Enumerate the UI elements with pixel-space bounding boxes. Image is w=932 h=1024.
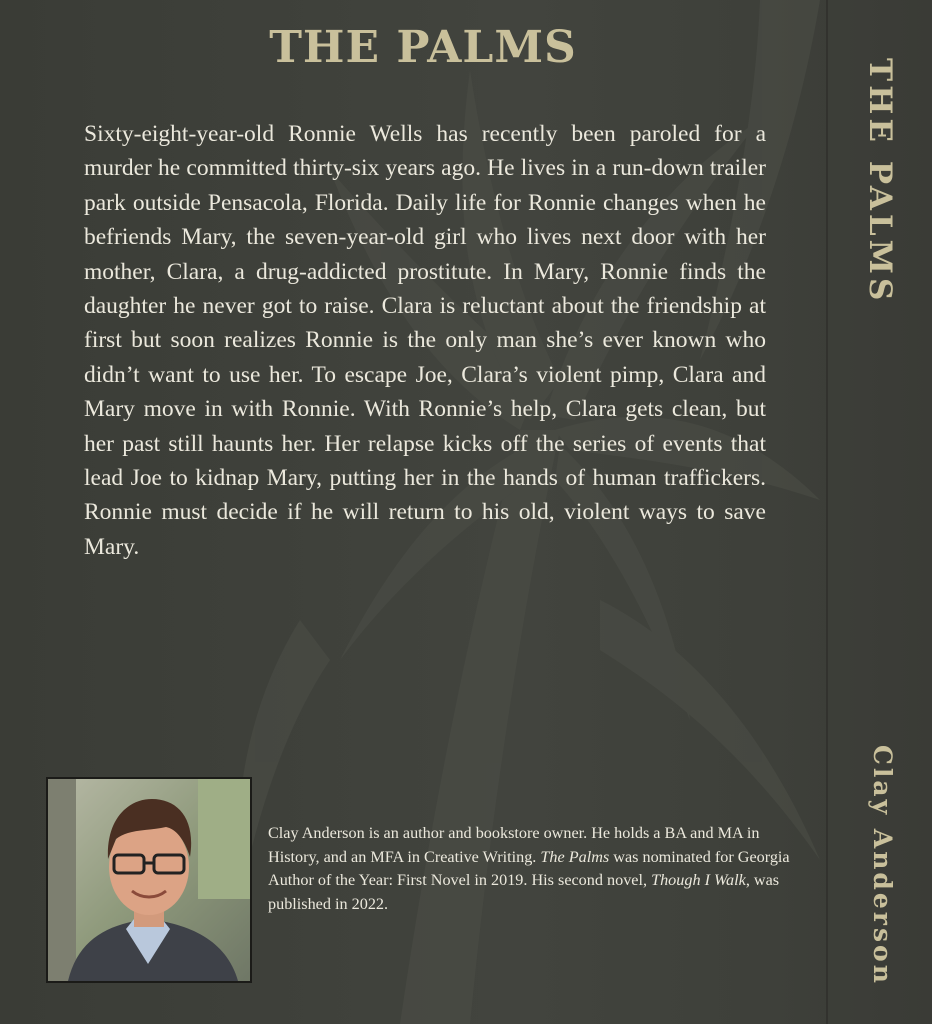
bio-text-2: was nominated for Georgia Author of the Year: First Novel in 2019. His second novel, bbox=[268, 847, 790, 890]
bio-text-3: , was published in 2022. bbox=[268, 871, 780, 913]
bio-text-1: Clay Anderson is an author and bookstore owner. He holds a BA and MA in History, and an MFA in Creative Writing. bbox=[268, 824, 760, 866]
bio-book-title-1: The Palms bbox=[540, 847, 610, 866]
bio-book-title-2: Though I Walk bbox=[651, 871, 746, 890]
author-photo bbox=[46, 777, 252, 983]
book-title: THE PALMS bbox=[269, 22, 577, 73]
author-bio bbox=[268, 822, 798, 916]
spine-fold-line bbox=[826, 0, 828, 1024]
spine-title: THE PALMS bbox=[862, 58, 898, 305]
author-portrait-illustration bbox=[48, 779, 250, 981]
book-synopsis: Sixty-eight-year-old Ronnie Wells has recently been paroled for a murder he committed thirty-six years ago. He lives in a run-down trailer park outside Pensacola, Florida. Daily life for Ronnie changes when he befriends Mary, the seven-year-old girl who lives next door with her mother, Clara, a drug-addicted prostitute. In Mary, Ronnie finds the daughter he never got to raise. Clara is reluctant about the friendship at first but soon realizes Ronnie is the only man she’s ever known who didn’t want to use her. To escape Joe, Clara’s violent pimp, Clara and Mary move in with Ronnie. With Ronnie’s help, Clara gets clean, but her past still haunts her. Her relapse kicks off the series of events that lead Joe to kidnap Mary, putting her in the hands of human traffickers. Ronnie must decide if he will return to his old, violent ways to save Mary. bbox=[84, 121, 766, 560]
spine-author: Clay Anderson bbox=[868, 745, 897, 986]
